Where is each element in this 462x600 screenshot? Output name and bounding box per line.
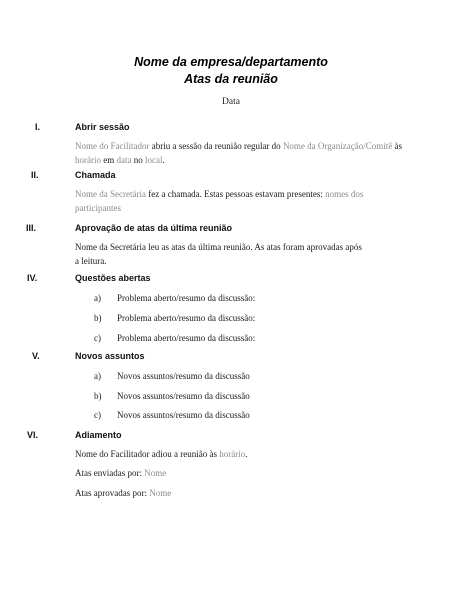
section-number: I. xyxy=(35,122,41,132)
minutes-title: Atas da reunião xyxy=(184,72,278,86)
section-heading xyxy=(0,222,462,235)
item-text: Problema aberto/resumo da discussão: xyxy=(117,313,256,323)
section-approval-minutes xyxy=(0,222,462,266)
section-paragraph: Nome da Secretária leu as atas da última reunião. As atas foram aprovadas após a leitura. xyxy=(75,242,362,266)
section-number: II. xyxy=(31,170,39,180)
organization-name: Nome da Organização/Comitê xyxy=(282,141,393,151)
section-roll-call xyxy=(0,169,462,213)
section-number: V. xyxy=(32,351,40,361)
title-block xyxy=(0,54,462,108)
section-title: Questões abertas xyxy=(75,273,151,283)
section-title: Chamada xyxy=(75,170,116,180)
item-text: Problema aberto/resumo da discussão: xyxy=(117,333,256,343)
approved-by-name: Nome xyxy=(149,488,172,498)
section-title: Aprovação de atas da última reunião xyxy=(75,223,233,233)
section-number: IV. xyxy=(27,273,38,283)
section-title: Abrir sessão xyxy=(75,122,130,132)
item-text: Problema aberto/resumo da discussão: xyxy=(117,293,256,303)
minutes-sent-by xyxy=(75,467,410,481)
item-text: Novos assuntos/resumo da discussão xyxy=(117,391,250,401)
section-adjournment xyxy=(0,429,462,498)
section-number: VI. xyxy=(27,430,39,440)
section-paragraph: Nome da Secretária fez a chamada. Estas pessoas estavam presentes: nomes dos participantes xyxy=(75,189,364,213)
section-heading xyxy=(0,169,462,182)
secretary-name: Nome da Secretária xyxy=(75,189,146,199)
section-heading xyxy=(0,121,462,134)
section-paragraph: Nome do Facilitador abriu a sessão da reunião regular do Nome da Organização/Comitê às horário em data no local. xyxy=(75,141,402,165)
time-placeholder: horário xyxy=(219,449,246,459)
location-placeholder: local xyxy=(145,154,163,165)
sent-by-name: Nome xyxy=(144,468,167,478)
item-text: Novos assuntos/resumo da discussão xyxy=(117,410,250,420)
section-heading xyxy=(0,350,462,363)
time-placeholder: horário xyxy=(75,154,101,165)
item-letter: c) xyxy=(94,333,101,343)
item-text: Novos assuntos/resumo da discussão xyxy=(117,371,250,381)
section-new-business xyxy=(0,350,462,420)
approved-by-label: Atas aprovadas por: xyxy=(75,488,150,498)
item-letter: a) xyxy=(94,371,101,381)
participants-placeholder: nomes dos xyxy=(325,189,364,199)
facilitator-name: Nome do Facilitador xyxy=(75,141,150,151)
company-department-title: Nome da empresa/departamento xyxy=(134,55,328,69)
item-letter: b) xyxy=(94,391,102,401)
item-letter: c) xyxy=(94,410,101,420)
section-open-session xyxy=(0,121,462,165)
sent-by-label: Atas enviadas por: xyxy=(75,468,145,478)
adjournment-paragraph: Nome do Facilitador adiou a reunião às horário. xyxy=(75,449,248,459)
section-title: Adiamento xyxy=(75,430,122,440)
section-title: Novos assuntos xyxy=(75,351,145,361)
item-letter: b) xyxy=(94,313,102,323)
section-number: III. xyxy=(26,223,37,233)
section-heading xyxy=(0,429,462,442)
meeting-date: Data xyxy=(222,97,240,107)
section-heading xyxy=(0,272,462,285)
section-open-issues xyxy=(0,272,462,343)
minutes-approved-by xyxy=(75,487,410,501)
item-letter: a) xyxy=(94,293,101,303)
date-placeholder: data xyxy=(116,154,132,165)
